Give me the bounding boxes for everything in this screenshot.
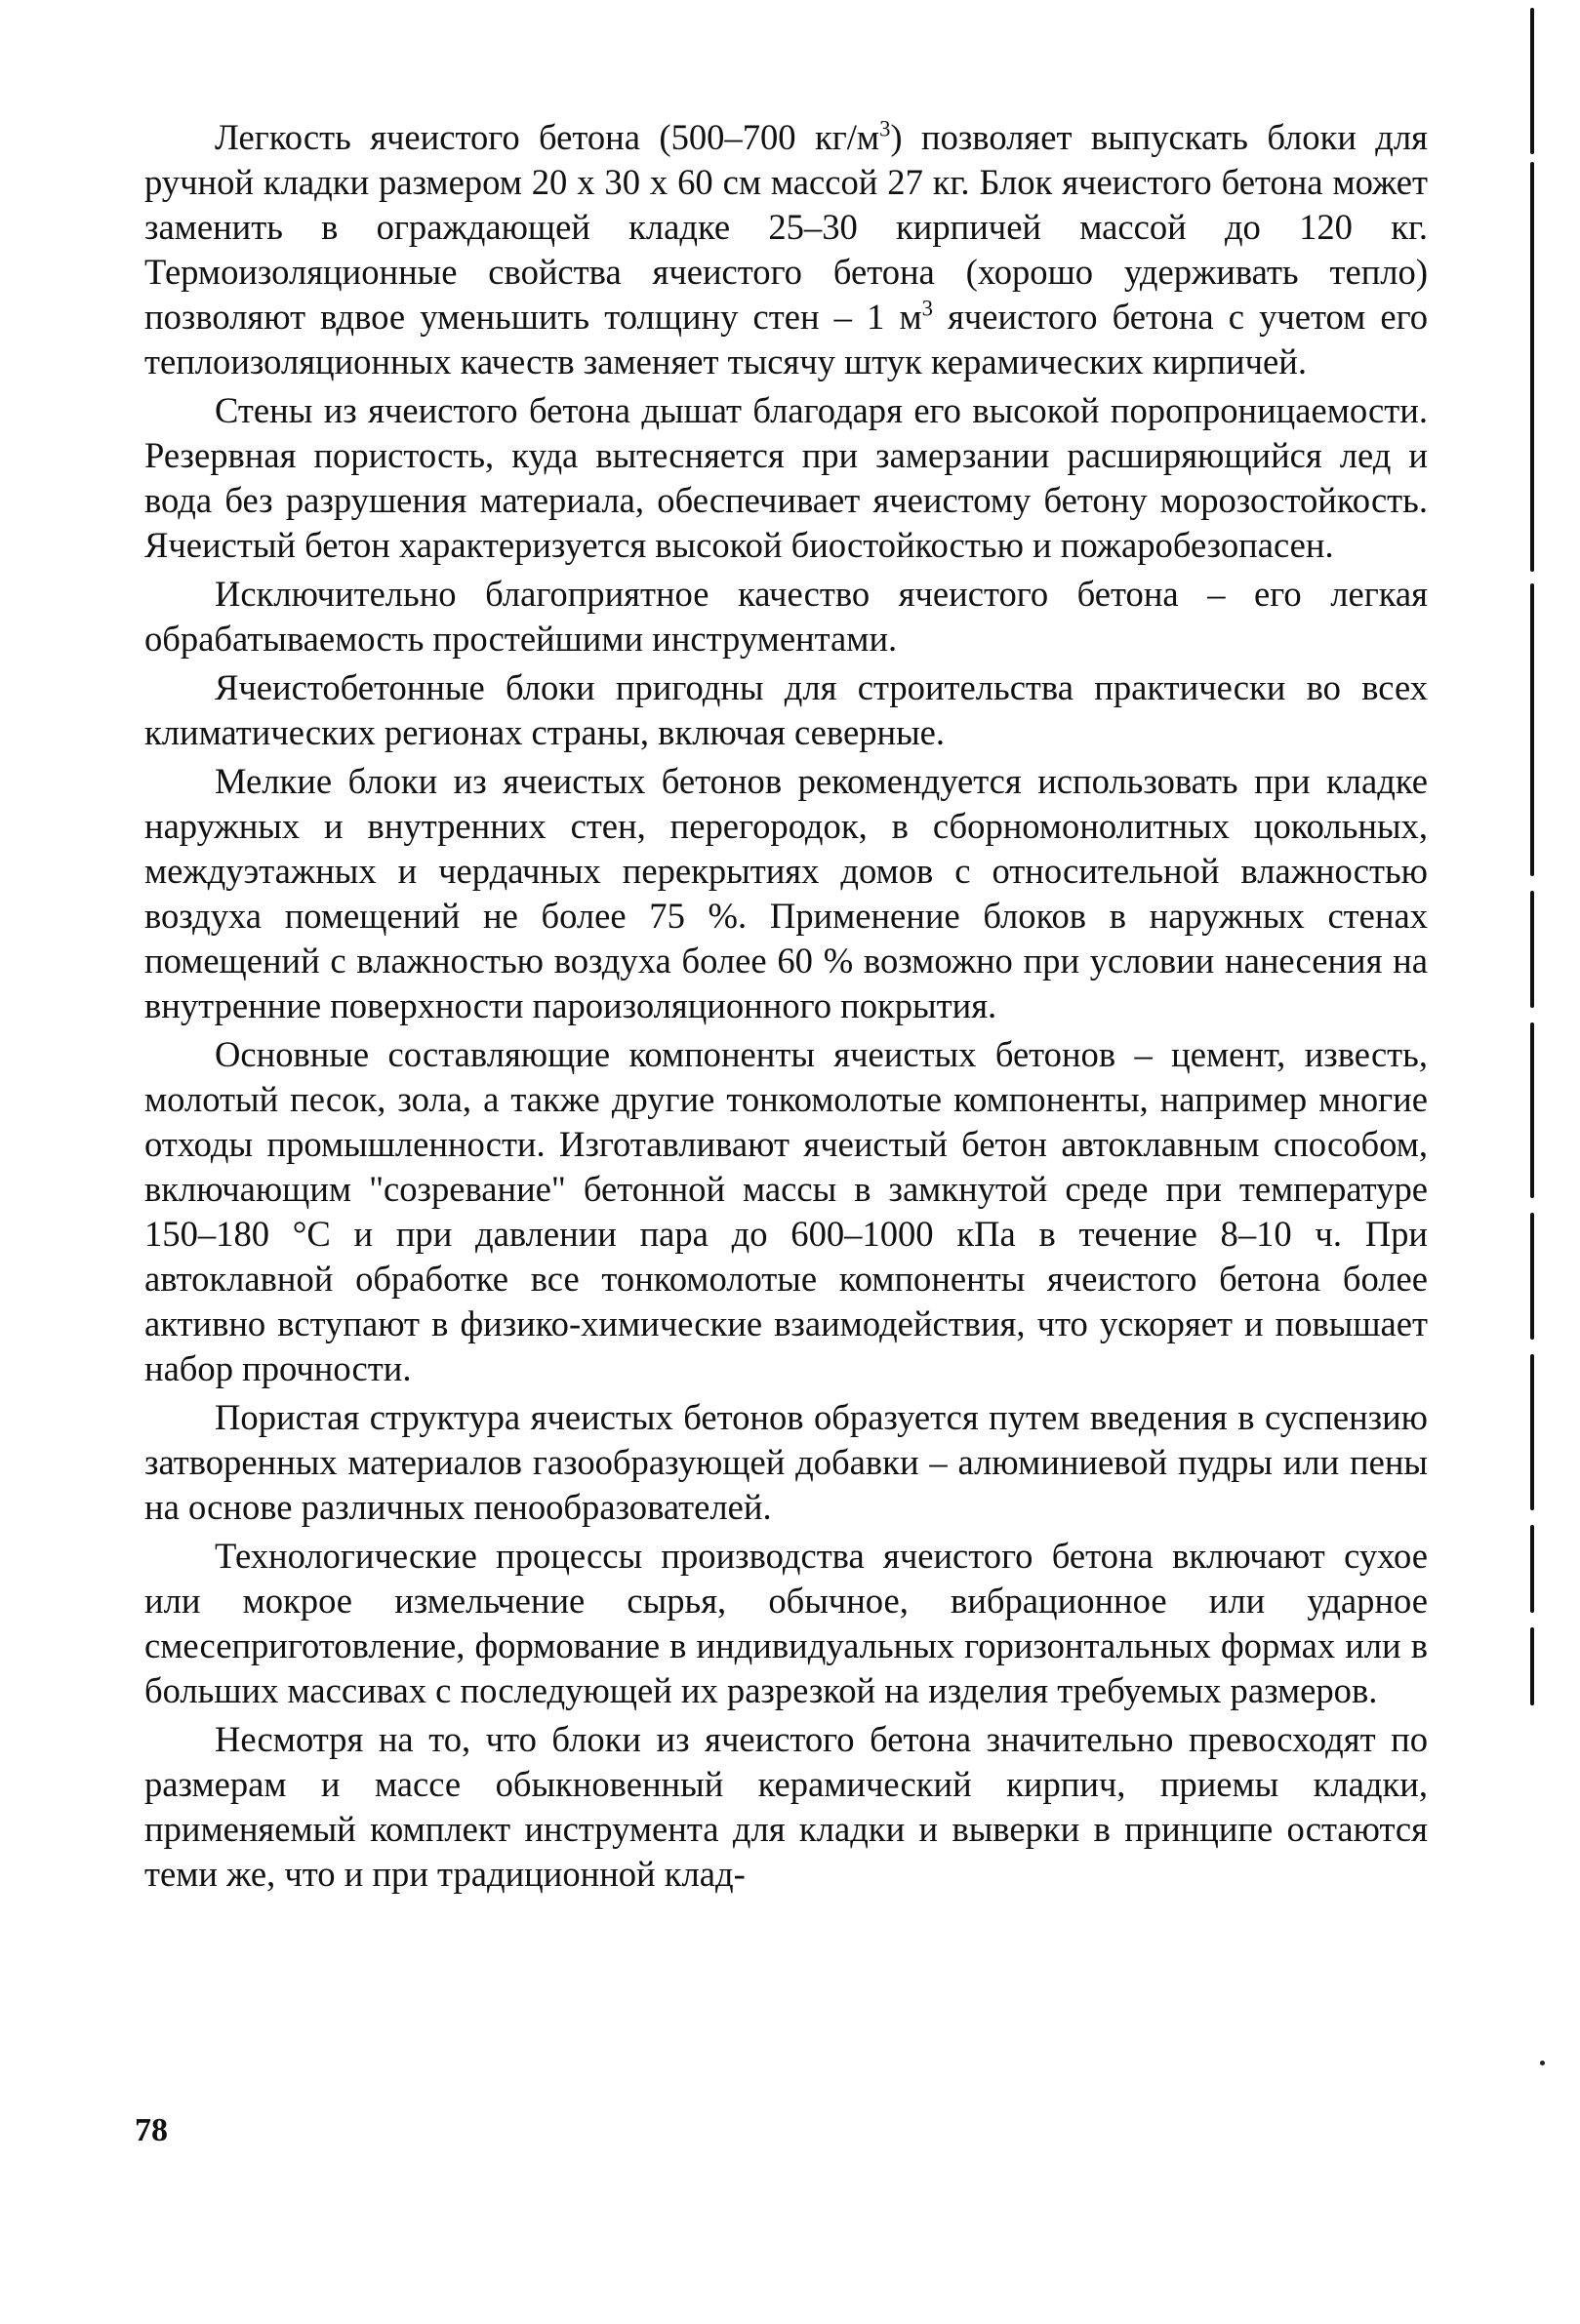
paragraph-1-part-3: ячеистого бетона с учетом его теплоизоляционных качеств заменяет тысячу штук керамических кирпичей. (144, 297, 1428, 381)
scan-speck (1540, 2061, 1545, 2065)
body-text (144, 115, 1428, 1901)
binding-edge-segment (1530, 1627, 1534, 1705)
binding-edge-segment (1530, 1354, 1534, 1510)
paragraph-3: Исключительно благоприятное качество ячеистого бетона – его легкая обрабатываемость простейшими инструментами. (144, 574, 1428, 659)
paragraph-8: Технологические процессы производства ячеистого бетона включают сухое или мокрое измельчение сырья, обычное, вибрационное или ударное смесеприготовление, формование в индивидуальных горизонтальных формах или в больших массивах с последующей их разрезкой на изделия требуемых размеров. (144, 1536, 1428, 1710)
binding-edge-segment (1530, 162, 1534, 572)
page-number: 78 (135, 2112, 168, 2148)
paragraph-5: Мелкие блоки из ячеистых бетонов рекомендуется использовать при кладке наружных и внутренних стен, перегородок, в сборномонолитных цокольных, междуэтажных и чердачных перекрытиях домов с относительной влажностью воздуха помещений не более 75 %. Применение блоков в наружных стенах помещений с влажностью воздуха более 60 % возможно при условии нанесения на внутренние поверхности пароизоляционного покрытия. (144, 761, 1428, 1025)
superscript-cubic-2: 3 (921, 296, 933, 321)
paragraph-7: Пористая структура ячеистых бетонов образуется путем введения в суспензию затворенных материалов газообразующей добавки – алюминиевой пудры или пены на основе различных пенообразователей. (144, 1397, 1428, 1527)
binding-edge-segment (1530, 8, 1534, 154)
paragraph-1-part-2: ) позволяет выпускать блоки для ручной кладки размером 20 х 30 х 60 см массой 27 кг. Блок ячеистого бетона может заменить в ограждающей кладке 25–30 кирпичей массой до 120 кг. Термоизоляционные свойства ячеистого бетона (хорошо удерживать тепло) позволяют вдвое уменьшить толщину стен – 1 м (144, 117, 1428, 337)
paragraph-1 (144, 115, 1428, 384)
binding-edge-segment (1530, 1525, 1534, 1613)
binding-edge-segment (1530, 583, 1534, 876)
paragraph-6: Основные составляющие компоненты ячеистых бетонов – цемент, известь, молотый песок, зола, а также другие тонкомолотые компоненты, например многие отходы промышленности. Изготавливают ячеистый бетон автоклавным способом, включающим "созревание" бетонной массы в замкнутой среде при температуре 150–180 °С и при давлении пара до 600–1000 кПа в течение 8–10 ч. При автоклавной обработке все тонкомолотые компоненты ячеистого бетона более активно вступают в физико-химические взаимодействия, что ускоряет и повышает набор прочности. (144, 1034, 1428, 1388)
paragraph-9: Несмотря на то, что блоки из ячеистого бетона значительно превосходят по размерам и массе обыкновенный керамический кирпич, приемы кладки, применяемый комплект инструмента для кладки и выверки в принципе остаются теми же, что и при традиционной клад- (144, 1719, 1428, 1894)
binding-edge-segment (1530, 1022, 1534, 1198)
paragraph-1-part-1: Легкость ячеистого бетона (500–700 кг/м (215, 117, 880, 157)
binding-edge-shadow (1530, 8, 1536, 1715)
paragraph-4: Ячеистобетонные блоки пригодны для строительства практически во всех климатических регионах страны, включая северные. (144, 667, 1428, 752)
binding-edge-segment (1530, 1213, 1534, 1340)
paragraph-2: Стены из ячеистого бетона дышат благодаря его высокой поропроницаемости. Резервная пористость, куда вытесняется при замерзании расширяющийся лед и вода без разрушения материала, обеспечивает ячеистому бетону морозостойкость. Ячеистый бетон характеризуется высокой биостойкостью и пожаробезопасен. (144, 390, 1428, 565)
binding-edge-segment (1530, 891, 1534, 1008)
superscript-cubic-1: 3 (879, 116, 891, 141)
